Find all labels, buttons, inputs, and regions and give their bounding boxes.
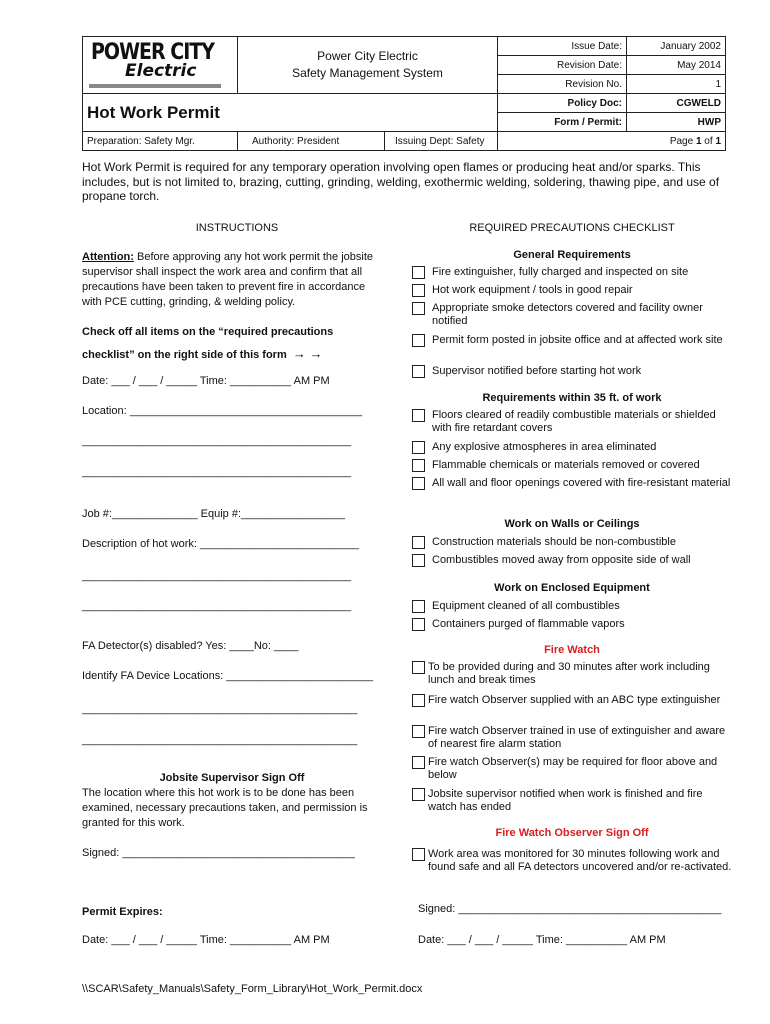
description-line-3[interactable]: ____________________________________________ xyxy=(82,600,352,612)
supervisor-signoff-text: The location where this hot work is to be done has been examined, necessary precautions taken, and permission is granted for this work. xyxy=(82,787,368,829)
meta-label: Issue Date: xyxy=(498,37,627,56)
checklist-item xyxy=(412,284,732,297)
meta-value: May 2014 xyxy=(627,56,726,75)
checklist-item xyxy=(412,618,732,631)
checklist-item xyxy=(412,459,732,472)
page-total: 1 xyxy=(715,135,721,147)
checklist-item-label: Equipment cleaned of all combustibles xyxy=(432,600,620,612)
fire-watch-title: Fire Watch xyxy=(544,644,600,656)
fire-watch-observer-title: Fire Watch Observer Sign Off xyxy=(495,827,649,839)
check-off-text: Check off all items on the “required precautions checklist” on the right side of this form xyxy=(82,326,334,361)
checkbox[interactable] xyxy=(412,266,425,279)
checklist-item xyxy=(412,409,732,435)
title-cell xyxy=(238,37,498,94)
checklist-item-label: Any explosive atmospheres in area eliminated xyxy=(432,441,657,453)
instructions-title-wrap xyxy=(82,222,392,234)
checklist-item xyxy=(412,848,732,874)
checkbox[interactable] xyxy=(412,554,425,567)
meta-value: 1 xyxy=(627,75,726,94)
attention-text: Before approving any hot work permit the jobsite supervisor shall inspect the work area and confirm that all precautions have been taken to prevent fire in accordance with PCE cutting, grinding, & welding policy. xyxy=(82,251,374,308)
checkbox[interactable] xyxy=(412,459,425,472)
checkbox[interactable] xyxy=(412,284,425,297)
checkbox[interactable] xyxy=(412,788,425,801)
check-off-instruction xyxy=(82,322,382,366)
meta-value: HWP xyxy=(627,113,726,132)
checkbox[interactable] xyxy=(412,334,425,347)
meta-value: January 2002 xyxy=(627,37,726,56)
location-field[interactable]: Location: ______________________________________ xyxy=(82,405,363,417)
company-name: Power City Electric xyxy=(317,49,418,63)
supervisor-signoff-title: Jobsite Supervisor Sign Off xyxy=(159,772,305,784)
logo-bottom-text: Electric xyxy=(125,61,197,81)
checklist-title: REQUIRED PRECAUTIONS CHECKLIST xyxy=(469,222,675,234)
checkbox[interactable] xyxy=(412,365,425,378)
logo-cell xyxy=(83,37,238,94)
checkbox[interactable] xyxy=(412,477,425,490)
meta-label: Revision No. xyxy=(498,75,627,94)
fa-locations-line-3[interactable]: _____________________________________________ xyxy=(82,734,358,746)
checklist-item-label: Fire watch Observer supplied with an ABC type extinguisher xyxy=(428,694,721,706)
fa-locations-field[interactable]: Identify FA Device Locations: ________________________ xyxy=(82,670,374,682)
instructions-title: INSTRUCTIONS xyxy=(195,222,279,234)
attention-block xyxy=(82,250,382,310)
location-line-3[interactable]: ____________________________________________ xyxy=(82,466,352,478)
meta-label: Revision Date: xyxy=(498,56,627,75)
checklist-item-label: All wall and floor openings covered with fire-resistant material xyxy=(432,477,731,489)
page-num: 1 xyxy=(695,135,702,147)
checklist-item-label: Permit form posted in jobsite office and at affected work site xyxy=(432,334,723,346)
checklist-item xyxy=(412,600,732,613)
general-requirements-title: General Requirements xyxy=(513,249,631,261)
page-number xyxy=(498,132,726,151)
checklist-item xyxy=(412,302,732,328)
checklist-item-label: Floors cleared of readily combustible materials or shielded with fire retardant covers xyxy=(432,409,716,434)
checkbox[interactable] xyxy=(412,618,425,631)
checkbox[interactable] xyxy=(412,409,425,422)
checklist-item xyxy=(412,756,732,782)
location-line-2[interactable]: ____________________________________________ xyxy=(82,435,352,447)
meta-label: Form / Permit: xyxy=(498,113,627,132)
checklist-item xyxy=(412,725,732,751)
fa-disabled-field[interactable]: FA Detector(s) disabled? Yes: ____No: ____ xyxy=(82,640,299,652)
within-35ft-title: Requirements within 35 ft. of work xyxy=(482,392,662,404)
checkbox[interactable] xyxy=(412,725,425,738)
supervisor-signed-field[interactable]: Signed: ______________________________________ xyxy=(82,847,355,859)
checkbox[interactable] xyxy=(412,536,425,549)
issuing-dept: Issuing Dept: Safety xyxy=(385,132,498,151)
attention-label: Attention: xyxy=(82,251,134,263)
intro-paragraph: Hot Work Permit is required for any temporary operation involving open flames or producing heat and/or sparks. This includes, but is not limited to, brazing, cutting, grinding, welding, exothermic welding, soldering, thawing pipe, and use of propane torch. xyxy=(82,160,720,203)
checklist-item-label: Jobsite supervisor notified when work is finished and fire watch has ended xyxy=(428,788,703,813)
checkbox[interactable] xyxy=(412,661,425,674)
footer-file-path: \\SCAR\Safety_Manuals\Safety_Form_Library\Hot_Work_Permit.docx xyxy=(82,983,423,995)
checklist-item-label: To be provided during and 30 minutes after work including lunch and break times xyxy=(428,661,710,686)
observer-signed-field[interactable]: Signed: ___________________________________________ xyxy=(418,903,722,915)
page-of: of xyxy=(701,135,716,147)
preparation: Preparation: Safety Mgr. xyxy=(83,132,238,151)
checkbox[interactable] xyxy=(412,600,425,613)
date-time-field[interactable]: Date: ___ / ___ / _____ Time: __________ AM PM xyxy=(82,375,330,387)
checklist-item xyxy=(412,266,732,279)
checklist-item xyxy=(412,441,732,454)
description-line-2[interactable]: ____________________________________________ xyxy=(82,570,352,582)
checklist-item-label: Fire extinguisher, fully charged and inspected on site xyxy=(432,266,689,278)
checklist-item xyxy=(412,334,732,347)
meta-label: Policy Doc: xyxy=(498,94,627,113)
checklist-item-label: Construction materials should be non-combustible xyxy=(432,536,676,548)
header-table xyxy=(82,36,726,151)
checklist-item-label: Fire watch Observer(s) may be required for floor above and below xyxy=(428,756,718,781)
enclosed-equipment-title: Work on Enclosed Equipment xyxy=(494,582,650,594)
system-name: Safety Management System xyxy=(292,66,443,80)
checklist-item-label: Flammable chemicals or materials removed or covered xyxy=(432,459,700,471)
checkbox[interactable] xyxy=(412,756,425,769)
company-logo xyxy=(87,41,223,89)
checklist-item-label: Work area was monitored for 30 minutes following work and found safe and all FA detectors uncovered and/or re-activated. xyxy=(428,848,732,873)
checkbox[interactable] xyxy=(412,848,425,861)
checklist-item xyxy=(412,554,732,567)
checkbox[interactable] xyxy=(412,302,425,315)
permit-expires-title: Permit Expires: xyxy=(82,906,163,918)
checklist-item xyxy=(412,365,732,378)
checklist-item xyxy=(412,536,732,549)
arrow-right-icon: → → xyxy=(292,346,323,361)
checklist-item-label: Containers purged of flammable vapors xyxy=(432,618,625,630)
page-prefix: Page xyxy=(669,135,696,147)
checklist-item-label: Appropriate smoke detectors covered and facility owner notified xyxy=(432,302,703,327)
logo-top-text: POWER CITY xyxy=(91,39,214,65)
checklist-item-label: Hot work equipment / tools in good repair xyxy=(432,284,633,296)
fa-locations-line-2[interactable]: _____________________________________________ xyxy=(82,703,358,715)
checkbox[interactable] xyxy=(412,694,425,707)
checklist-item-label: Fire watch Observer trained in use of extinguisher and aware of nearest fire alarm station xyxy=(428,725,726,750)
observer-date-time-field[interactable]: Date: ___ / ___ / _____ Time: __________ AM PM xyxy=(418,934,666,946)
checklist-item xyxy=(412,694,732,707)
checklist-item-label: Combustibles moved away from opposite side of wall xyxy=(432,554,691,566)
checklist-item-label: Supervisor notified before starting hot work xyxy=(432,365,642,377)
checklist-item xyxy=(412,661,732,687)
checklist-item xyxy=(412,788,732,814)
walls-ceilings-title: Work on Walls or Ceilings xyxy=(504,518,640,530)
job-equip-field[interactable]: Job #:______________ Equip #:_________________ xyxy=(82,508,346,520)
authority: Authority: President xyxy=(238,132,385,151)
supervisor-signoff xyxy=(82,772,382,831)
doc-title: Hot Work Permit xyxy=(83,94,498,132)
permit-expires-date-field[interactable]: Date: ___ / ___ / _____ Time: __________ AM PM xyxy=(82,934,330,946)
description-field[interactable]: Description of hot work: __________________________ xyxy=(82,538,360,550)
checklist-item xyxy=(412,477,732,490)
checkbox[interactable] xyxy=(412,441,425,454)
meta-value: CGWELD xyxy=(627,94,726,113)
